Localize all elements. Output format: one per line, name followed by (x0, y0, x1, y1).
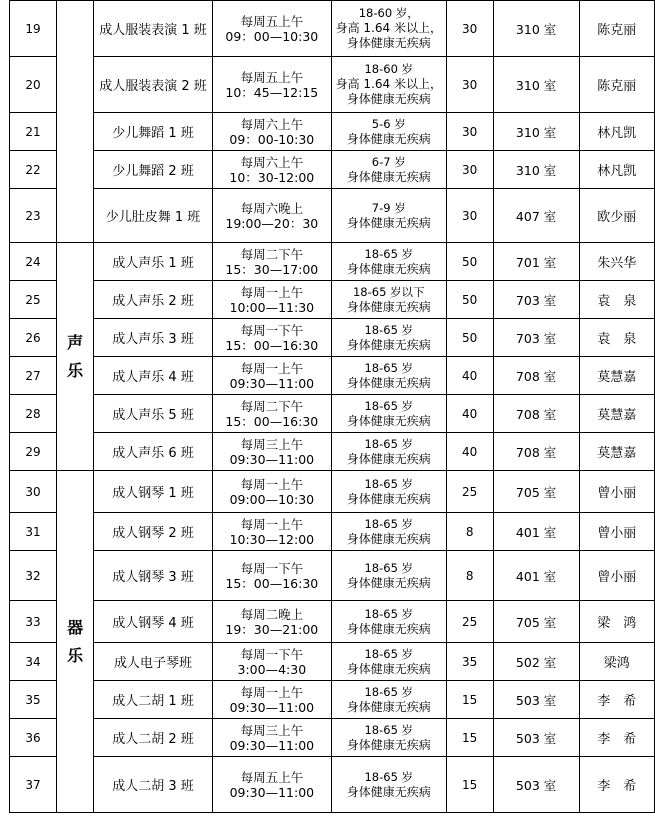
class-requirement (331, 757, 446, 813)
class-teacher: 朱兴华 (579, 243, 654, 281)
class-name: 成人服装表演 2 班 (94, 57, 212, 113)
class-requirement (331, 189, 446, 243)
class-time-line: 15：00—16:30 (225, 575, 319, 591)
table-row (10, 319, 655, 357)
class-time (212, 1, 331, 57)
table-row (10, 601, 655, 643)
class-room: 703 室 (493, 319, 579, 357)
row-number: 20 (10, 57, 57, 113)
class-time (212, 151, 331, 189)
class-time (212, 57, 331, 113)
class-time-line: 每周六上午 (240, 116, 304, 132)
table-row (10, 757, 655, 813)
table-row (10, 357, 655, 395)
class-time-line: 10:30—12:00 (229, 531, 315, 547)
row-number: 24 (10, 243, 57, 281)
table-row (10, 395, 655, 433)
class-time-line: 09:30—11:00 (229, 699, 315, 715)
class-name: 成人二胡 2 班 (94, 719, 212, 757)
class-requirement-line: 身体健康无疾病 (346, 491, 431, 506)
class-capacity: 8 (446, 551, 493, 601)
class-requirement-line: 18-65 岁 (364, 516, 414, 531)
class-teacher: 曾小丽 (579, 551, 654, 601)
class-room: 310 室 (493, 113, 579, 151)
class-time-line: 每周一上午 (240, 284, 304, 300)
row-number: 37 (10, 757, 57, 813)
row-number: 22 (10, 151, 57, 189)
class-requirement-line: 18-65 岁 (364, 436, 414, 451)
class-time-line: 每周三上午 (240, 436, 304, 452)
class-time-line: 19:00—20：30 (225, 215, 319, 231)
class-requirement-line: 18-65 岁 (364, 476, 414, 491)
class-requirement (331, 719, 446, 757)
class-requirement (331, 113, 446, 151)
table-row (10, 243, 655, 281)
table-row (10, 643, 655, 681)
category-dance (56, 1, 93, 243)
category-vocal-char: 乐 (67, 360, 84, 380)
class-requirement-line: 18-65 岁 (364, 322, 414, 337)
class-requirement-line: 身体健康无疾病 (346, 92, 431, 106)
class-requirement (331, 681, 446, 719)
class-capacity: 30 (446, 57, 493, 113)
class-requirement (331, 243, 446, 281)
class-time (212, 643, 331, 681)
class-room: 503 室 (493, 757, 579, 813)
class-room: 701 室 (493, 243, 579, 281)
course-table-body (10, 1, 655, 813)
row-number: 26 (10, 319, 57, 357)
class-name: 少儿舞蹈 1 班 (94, 113, 212, 151)
class-requirement (331, 643, 446, 681)
class-name: 成人声乐 1 班 (94, 243, 212, 281)
row-number: 35 (10, 681, 57, 719)
class-teacher: 欧少丽 (579, 189, 654, 243)
class-time (212, 551, 331, 601)
class-teacher: 林凡凯 (579, 113, 654, 151)
class-requirement-line: 18-65 岁 (364, 722, 414, 737)
row-number: 32 (10, 551, 57, 601)
class-time-line: 每周六上午 (240, 154, 304, 170)
class-requirement (331, 319, 446, 357)
class-requirement-line: 18-65 岁以下 (352, 284, 425, 299)
class-room: 705 室 (493, 471, 579, 513)
class-teacher: 莫慧嘉 (579, 357, 654, 395)
class-requirement-line: 身体健康无疾病 (346, 784, 431, 799)
class-name: 成人声乐 6 班 (94, 433, 212, 471)
class-time (212, 433, 331, 471)
course-table (9, 0, 655, 813)
class-teacher: 李 希 (579, 719, 654, 757)
class-name: 成人二胡 1 班 (94, 681, 212, 719)
class-requirement-line: 18-65 岁 (364, 560, 414, 575)
class-time-line: 09：00-10:30 (229, 131, 315, 147)
class-name: 成人电子琴班 (94, 643, 212, 681)
row-number: 25 (10, 281, 57, 319)
table-row (10, 551, 655, 601)
class-room: 708 室 (493, 433, 579, 471)
class-teacher: 林凡凯 (579, 151, 654, 189)
class-requirement-line: 身高 1.64 米以上， (335, 21, 442, 35)
class-requirement-line: 18-60 岁 (364, 62, 414, 76)
class-capacity: 50 (446, 281, 493, 319)
table-row (10, 433, 655, 471)
class-requirement-line: 18-65 岁 (364, 360, 414, 375)
class-time-line: 每周六晚上 (240, 200, 304, 216)
class-capacity: 30 (446, 1, 493, 57)
class-requirement-line: 身体健康无疾病 (346, 575, 431, 590)
class-time (212, 319, 331, 357)
class-capacity: 40 (446, 357, 493, 395)
class-requirement-line: 5-6 岁 (371, 116, 406, 131)
class-requirement (331, 57, 446, 113)
class-requirement-line: 18-65 岁 (364, 769, 414, 784)
class-name: 少儿舞蹈 2 班 (94, 151, 212, 189)
class-requirement-line: 身体健康无疾病 (346, 261, 431, 276)
class-requirement-line: 身体健康无疾病 (346, 661, 431, 676)
category-vocal-char: 声 (67, 332, 84, 352)
category-instrument-char: 乐 (67, 645, 84, 665)
class-capacity: 15 (446, 719, 493, 757)
category-vocal (56, 243, 93, 471)
class-room: 502 室 (493, 643, 579, 681)
table-row (10, 471, 655, 513)
class-time (212, 243, 331, 281)
class-name: 成人钢琴 4 班 (94, 601, 212, 643)
class-name: 成人声乐 3 班 (94, 319, 212, 357)
class-requirement-line: 身体健康无疾病 (346, 413, 431, 428)
class-time-line: 15：00—16:30 (225, 337, 319, 353)
class-capacity: 25 (446, 471, 493, 513)
class-time (212, 281, 331, 319)
class-requirement (331, 357, 446, 395)
class-requirement-line: 身体健康无疾病 (346, 169, 431, 184)
class-requirement-line: 身体健康无疾病 (346, 131, 431, 146)
class-time-line: 09:30—11:00 (229, 784, 315, 800)
class-time-line: 3:00—4:30 (237, 661, 307, 677)
class-room: 705 室 (493, 601, 579, 643)
row-number: 27 (10, 357, 57, 395)
class-time-line: 每周二下午 (240, 398, 304, 414)
class-time (212, 601, 331, 643)
class-name: 成人声乐 4 班 (94, 357, 212, 395)
class-time (212, 719, 331, 757)
table-row (10, 681, 655, 719)
class-time-line: 10：45—12:15 (225, 84, 319, 100)
class-capacity: 15 (446, 681, 493, 719)
class-teacher: 袁 泉 (579, 319, 654, 357)
class-requirement (331, 471, 446, 513)
table-row (10, 281, 655, 319)
class-time-line: 每周二晚上 (240, 606, 304, 622)
class-requirement-line: 身体健康无疾病 (346, 337, 431, 352)
class-time-line: 10:00—11:30 (229, 299, 315, 315)
class-time-line: 每周一上午 (240, 684, 304, 700)
class-capacity: 30 (446, 113, 493, 151)
category-instrument-char: 器 (67, 617, 84, 637)
class-time-line: 09:00—10:30 (229, 491, 315, 507)
class-time (212, 513, 331, 551)
class-name: 成人服装表演 1 班 (94, 1, 212, 57)
class-teacher: 陈克丽 (579, 57, 654, 113)
class-teacher: 莫慧嘉 (579, 433, 654, 471)
class-time-line: 每周五上午 (240, 69, 304, 85)
class-name: 成人钢琴 1 班 (94, 471, 212, 513)
class-requirement-line: 身体健康无疾病 (346, 451, 431, 466)
class-time-line: 每周一上午 (240, 360, 304, 376)
class-time-line: 15：30—17:00 (225, 261, 319, 277)
class-capacity: 25 (446, 601, 493, 643)
class-time (212, 113, 331, 151)
row-number: 28 (10, 395, 57, 433)
class-teacher: 袁 泉 (579, 281, 654, 319)
row-number: 29 (10, 433, 57, 471)
class-time-line: 每周一上午 (240, 476, 304, 492)
class-room: 401 室 (493, 513, 579, 551)
class-time (212, 189, 331, 243)
class-room: 401 室 (493, 551, 579, 601)
table-row (10, 513, 655, 551)
class-teacher: 李 希 (579, 681, 654, 719)
class-room: 407 室 (493, 189, 579, 243)
class-requirement-line: 身体健康无疾病 (346, 621, 431, 636)
class-requirement-line: 身体健康无疾病 (346, 36, 431, 50)
category-instrument (56, 471, 93, 813)
class-teacher: 梁 鸿 (579, 601, 654, 643)
class-requirement-line: 18-65 岁 (364, 398, 414, 413)
class-room: 503 室 (493, 719, 579, 757)
class-teacher: 李 希 (579, 757, 654, 813)
class-time (212, 757, 331, 813)
class-requirement-line: 身体健康无疾病 (346, 375, 431, 390)
class-time-line: 09:30—11:00 (229, 451, 315, 467)
row-number: 21 (10, 113, 57, 151)
class-time-line: 09:30—11:00 (229, 375, 315, 391)
class-time (212, 357, 331, 395)
class-time-line: 每周一上午 (240, 516, 304, 532)
class-requirement-line: 身体健康无疾病 (346, 699, 431, 714)
class-teacher: 曾小丽 (579, 513, 654, 551)
class-requirement (331, 433, 446, 471)
table-row (10, 1, 655, 57)
class-requirement-line: 身体健康无疾病 (346, 531, 431, 546)
row-number: 23 (10, 189, 57, 243)
class-requirement-line: 身体健康无疾病 (346, 215, 431, 230)
table-row (10, 189, 655, 243)
class-requirement-line: 18-65 岁 (364, 246, 414, 261)
class-requirement-line: 6-7 岁 (371, 154, 406, 169)
class-requirement (331, 151, 446, 189)
class-time-line: 19：30—21:00 (225, 621, 319, 637)
row-number: 30 (10, 471, 57, 513)
class-requirement (331, 513, 446, 551)
table-row (10, 719, 655, 757)
class-capacity: 30 (446, 151, 493, 189)
table-row (10, 151, 655, 189)
class-time-line: 每周三上午 (240, 722, 304, 738)
class-requirement-line: 18-65 岁 (364, 646, 414, 661)
class-capacity: 30 (446, 189, 493, 243)
class-requirement-line: 7-9 岁 (371, 200, 406, 215)
class-room: 310 室 (493, 1, 579, 57)
class-requirement (331, 1, 446, 57)
class-requirement (331, 281, 446, 319)
class-room: 708 室 (493, 357, 579, 395)
class-requirement-line: 身体健康无疾病 (346, 737, 431, 752)
class-time-line: 每周一下午 (240, 322, 304, 338)
class-requirement (331, 601, 446, 643)
class-name: 少儿肚皮舞 1 班 (94, 189, 212, 243)
class-requirement-line: 18-65 岁 (364, 684, 414, 699)
row-number: 36 (10, 719, 57, 757)
class-time-line: 10：30-12:00 (229, 169, 315, 185)
table-row (10, 113, 655, 151)
table-row (10, 57, 655, 113)
class-capacity: 35 (446, 643, 493, 681)
class-requirement-line: 18-65 岁 (364, 606, 414, 621)
class-teacher: 梁鸿 (579, 643, 654, 681)
class-requirement (331, 551, 446, 601)
class-teacher: 陈克丽 (579, 1, 654, 57)
class-requirement-line: 身体健康无疾病 (346, 299, 431, 314)
class-teacher: 莫慧嘉 (579, 395, 654, 433)
class-time-line: 每周一下午 (240, 560, 304, 576)
class-name: 成人钢琴 3 班 (94, 551, 212, 601)
class-room: 310 室 (493, 151, 579, 189)
class-time-line: 每周五上午 (240, 769, 304, 785)
class-requirement-line: 18-60 岁， (358, 6, 419, 20)
class-name: 成人二胡 3 班 (94, 757, 212, 813)
class-time-line: 每周五上午 (240, 13, 304, 29)
class-time-line: 15：00—16:30 (225, 413, 319, 429)
row-number: 19 (10, 1, 57, 57)
class-capacity: 15 (446, 757, 493, 813)
class-time-line: 每周一下午 (240, 646, 304, 662)
class-time-line: 09：00—10:30 (225, 28, 319, 44)
class-name: 成人钢琴 2 班 (94, 513, 212, 551)
class-room: 310 室 (493, 57, 579, 113)
class-room: 503 室 (493, 681, 579, 719)
class-time (212, 681, 331, 719)
class-room: 703 室 (493, 281, 579, 319)
class-time (212, 395, 331, 433)
class-time-line: 09:30—11:00 (229, 737, 315, 753)
class-capacity: 50 (446, 243, 493, 281)
class-teacher: 曾小丽 (579, 471, 654, 513)
class-name: 成人声乐 2 班 (94, 281, 212, 319)
class-name: 成人声乐 5 班 (94, 395, 212, 433)
class-time-line: 每周二下午 (240, 246, 304, 262)
class-room: 708 室 (493, 395, 579, 433)
class-time (212, 471, 331, 513)
class-capacity: 40 (446, 433, 493, 471)
class-requirement-line: 身高 1.64 米以上， (335, 77, 442, 91)
row-number: 31 (10, 513, 57, 551)
class-capacity: 40 (446, 395, 493, 433)
class-requirement (331, 395, 446, 433)
row-number: 34 (10, 643, 57, 681)
class-capacity: 8 (446, 513, 493, 551)
row-number: 33 (10, 601, 57, 643)
class-capacity: 50 (446, 319, 493, 357)
